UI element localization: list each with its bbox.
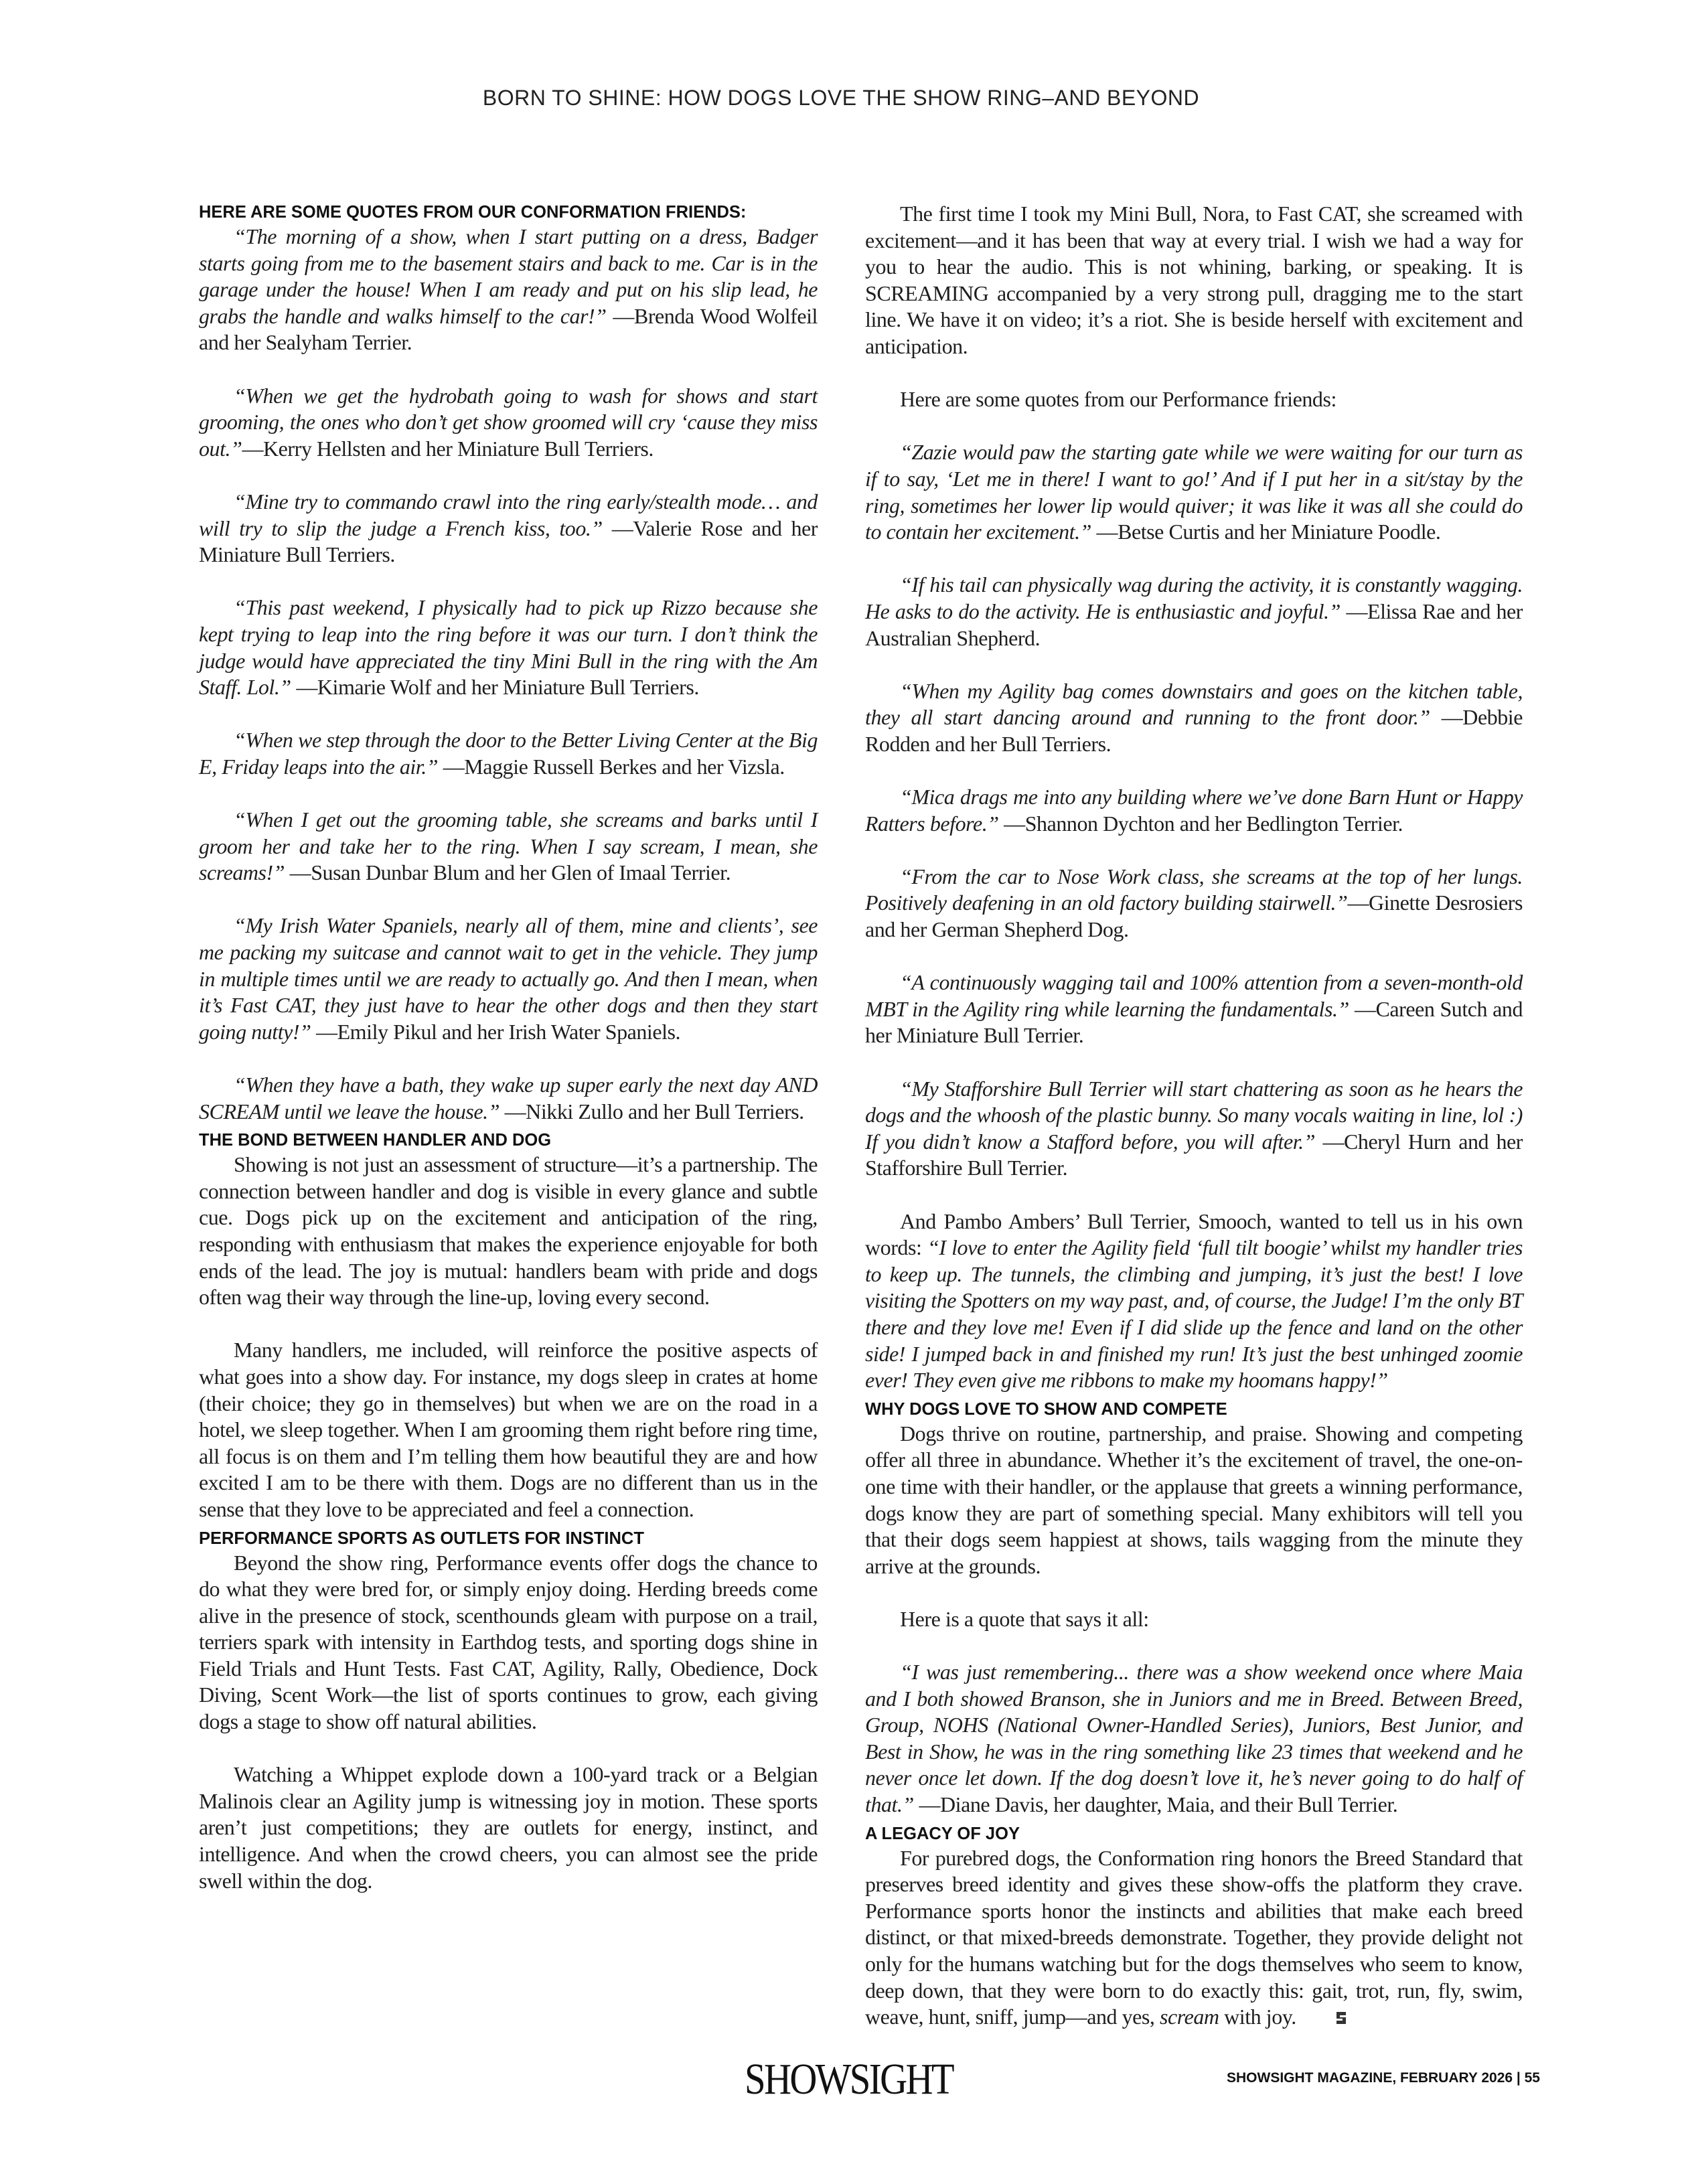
quote-text: “My Stafforshire Bull Terrier will start chattering as soon as he hears the dogs and the whoosh of the plastic bunny. So many vocals waiting in line, lol :) If you didn’t know a Stafford before, you will after.”: [865, 1076, 1523, 1154]
quote-text: “If his tail can physically wag during the activity, it is constantly wagging. He asks to do the activity. He is enthusiastic and joyful.”: [865, 572, 1523, 623]
quote-text: “Mica drags me into any building where we’ve done Barn Hunt or Happy Ratters before.”: [865, 785, 1523, 836]
body-text: Watching a Whippet explode down a 100-yard track or a Belgian Malinois clear an Agility jump is witnessing joy in motion. These sports aren’t just competitions; they are outlets for energy, instinct, and intelligence. And when the crowd cheers, you can almost see the pride swell within the dog.: [199, 1762, 818, 1893]
body-text: Here is a quote that says it all:: [900, 1606, 1149, 1631]
running-head: BORN TO SHINE: HOW DOGS LOVE THE SHOW RING–AND BEYOND: [482, 86, 1200, 110]
section-heading: HERE ARE SOME QUOTES FROM OUR CONFORMATION FRIENDS:: [199, 203, 747, 222]
quote-text: “From the car to Nose Work class, she screams at the top of her lungs. Positively deafening in an old factory building stairwell.”: [865, 864, 1523, 915]
section-heading: PERFORMANCE SPORTS AS OUTLETS FOR INSTINCT: [199, 1529, 644, 1548]
body-text: —Shannon Dychton and her Bedlington Terrier.: [998, 811, 1403, 836]
body-text: —Emily Pikul and her Irish Water Spaniels.: [311, 1019, 681, 1044]
article-paragraph: [865, 439, 1523, 545]
article-paragraph: [199, 224, 818, 356]
article-paragraph: [865, 1208, 1523, 1394]
article-paragraph: [865, 1845, 1523, 2031]
article-paragraph: [865, 864, 1523, 943]
body-text: Many handlers, me included, will reinforce the positive aspects of what goes into a show day. For instance, my dogs sleep in crates at home (their choice; they go in themselves) but when we are on the road in a hotel, we sleep together. When I am grooming them right before ring time, all focus is on them and I’m telling them how beautiful they are and how excited I am to be there with them. Dogs are no different than us in the sense that they love to be appreciated and feel a connection.: [199, 1338, 818, 1521]
showsight-logo: SHOWSIGHT: [745, 2055, 953, 2104]
quote-text: “I was just remembering... there was a show weekend once where Maia and I both showed Branson, she in Juniors and me in Breed. Between Breed, Group, NOHS (National Owner-Handled Series), Juniors, Best Junior, and Best in Show, he was in the ring something like 23 times that weekend and he never once let down. If the dog doesn’t love it, he’s never going to do half of that.”: [865, 1660, 1523, 1817]
quote-text: “When we get the hydrobath going to wash for shows and start grooming, the ones who don’t get show groomed will cry ‘cause they miss out.”: [199, 383, 818, 461]
body-text: Dogs thrive on routine, partnership, and praise. Showing and competing offer all three in abundance. Whether it’s the excitement of travel, the one-on-one time with their handler, or the applause that greets a winning performance, dogs know they are part of something special. Many exhibitors will tell you that their dogs seem happiest at shows, tails wagging from the minute they arrive at the grounds.: [865, 1421, 1523, 1578]
body-text: And Pambo Ambers’ Bull Terrier, Smooch, wanted to tell us in his own words:: [865, 1208, 1523, 1260]
body-text: —Nikki Zullo and her Bull Terriers.: [500, 1099, 804, 1123]
body-text: —Cheryl Hurn and her Stafforshire Bull Terrier.: [865, 1129, 1523, 1180]
article-paragraph: [865, 1421, 1523, 1580]
quote-text: “I love to enter the Agility field ‘full tilt boogie’ whilst my handler tries to keep up. The tunnels, the climbing and jumping, it’s just the best! I love visiting the Spotters on my way past, and, of course, the Judge! I’m the only BT there and they love me! Even if I did slide up the fence and land on the other side! I jumped back in and finished my run! It’s just the best unhinged zoomie ever! They even give me ribbons to make my hoomans happy!”: [865, 1235, 1523, 1393]
article-paragraph: [199, 1337, 818, 1523]
body-text: —Maggie Russell Berkes and her Vizsla.: [438, 754, 785, 779]
body-text: —Susan Dunbar Blum and her Glen of Imaal Terrier.: [285, 860, 731, 885]
article-paragraph: [199, 1550, 818, 1735]
body-text: —Valerie Rose and her Miniature Bull Terriers.: [199, 516, 818, 567]
article-paragraph: [865, 1659, 1523, 1818]
quote-text: “Zazie would paw the starting gate while we were waiting for our turn as if to say, ‘Let me in there! I want to go!’ And if I put her in a sit/stay by the ring, sometimes her lower lip would quiver; it was like it was all she could do to contain her excitement.”: [865, 440, 1523, 544]
quote-text: “This past weekend, I physically had to pick up Rizzo because she kept trying to leap into the ring before it was our turn. I don’t think the judge would have appreciated the tiny Mini Bull in the ring with the Am Staff. Lol.”: [199, 595, 818, 700]
body-text: —Kimarie Wolf and her Miniature Bull Terriers.: [291, 675, 699, 700]
article-paragraph: [865, 969, 1523, 1049]
body-text: —Brenda Wood Wolfeil and her Sealyham Terrier.: [199, 303, 818, 355]
section-heading: WHY DOGS LOVE TO SHOW AND COMPETE: [865, 1399, 1227, 1419]
article-paragraph: [199, 383, 818, 463]
quote-text: “Mine try to commando crawl into the ring early/stealth mode… and will try to slip the judge a French kiss, too.”: [199, 489, 818, 540]
article-paragraph: [865, 572, 1523, 651]
quote-text: “When we step through the door to the Better Living Center at the Big E, Friday leaps into the air.”: [199, 728, 818, 779]
article-paragraph: [199, 1152, 818, 1311]
body-text: Showing is not just an assessment of structure—it’s a partnership. The connection between handler and dog is visible in every glance and subtle cue. Dogs pick up on the excitement and anticipation of the ring, responding with enthusiasm that makes the experience enjoyable for both ends of the lead. The joy is mutual: handlers beam with pride and dogs often wag their way through the line-up, loving every second.: [199, 1152, 818, 1310]
article-paragraph: [865, 201, 1523, 360]
quote-text: “My Irish Water Spaniels, nearly all of them, mine and clients’, see me packing my suitcase and cannot wait to get in the vehicle. They jump in multiple times until we are ready to actually go. And then I mean, when it’s Fast CAT, they just have to hear the other dogs and then they start going nutty!”: [199, 913, 818, 1044]
body-text: The first time I took my Mini Bull, Nora, to Fast CAT, she screamed with excitement—and it has been that way at every trial. I wish we had a way for you to hear the audio. This is not whining, barking, or speaking. It is SCREAMING accompanied by a very strong pull, dragging me to the start line. We have it on video; it’s a riot. She is beside herself with excitement and anticipation.: [865, 202, 1523, 358]
body-text: —Diane Davis, her daughter, Maia, and their Bull Terrier.: [913, 1792, 1398, 1817]
body-text: —Betse Curtis and her Miniature Poodle.: [1091, 520, 1441, 544]
quote-text: “When I get out the grooming table, she screams and barks until I groom her and take her to the ring. When I say scream, I mean, she screams!”: [199, 807, 818, 885]
quote-text: “When they have a bath, they wake up super early the next day AND SCREAM until we leave the house.”: [199, 1073, 818, 1123]
article-column-left: [199, 201, 818, 1921]
quote-text: scream: [1160, 2005, 1219, 2029]
body-text: —Ginette Desrosiers and her German Shepherd Dog.: [865, 890, 1523, 942]
article-paragraph: [199, 913, 818, 1045]
body-text: —Elissa Rae and her Australian Shepherd.: [865, 599, 1523, 650]
quote-text: “When my Agility bag comes downstairs and goes on the kitchen table, they all start dancing around and running to the front door.”: [865, 678, 1523, 730]
article-paragraph: [199, 727, 818, 780]
body-text: —Kerry Hellsten and her Miniature Bull Terriers.: [242, 436, 654, 461]
section-heading: THE BOND BETWEEN HANDLER AND DOG: [199, 1131, 552, 1150]
article-paragraph: [199, 489, 818, 568]
article-paragraph: [199, 807, 818, 886]
article-paragraph: [865, 1606, 1523, 1633]
article-paragraph: [199, 1072, 818, 1125]
article-paragraph: [865, 678, 1523, 758]
section-heading: A LEGACY OF JOY: [865, 1824, 1020, 1843]
body-text: —Debbie Rodden and her Bull Terriers.: [865, 705, 1523, 756]
quote-text: “The morning of a show, when I start putting on a dress, Badger starts going from me to the basement stairs and back to me. Car is in the garage under the house! When I am ready and put on his slip lead, he grabs the handle and walks himself to the car!”: [199, 224, 818, 328]
article-paragraph: [865, 1076, 1523, 1182]
body-text: Beyond the show ring, Performance events offer dogs the chance to do what they were bred for, or simply enjoy doing. Herding breeds come alive in the presence of stock, scenthounds gleam with purpose on a trail, terriers spark with intensity in Earthdog tests, and sporting dogs shine in Field Trials and Hunt Tests. Fast CAT, Agility, Rally, Obedience, Dock Diving, Scent Work—the list of sports continues to grow, each giving dogs a stage to show off natural abilities.: [199, 1550, 818, 1734]
end-mark-icon: [1299, 2007, 1315, 2024]
article-paragraph: [865, 386, 1523, 413]
article-paragraph: [865, 784, 1523, 837]
article-paragraph: [199, 595, 818, 700]
article-column-right: [865, 201, 1523, 2057]
page-folio: SHOWSIGHT MAGAZINE, FEBRUARY 2026 | 55: [1227, 2070, 1540, 2086]
body-text: —Careen Sutch and her Miniature Bull Terrier.: [865, 996, 1523, 1048]
body-text: Here are some quotes from our Performance friends:: [900, 387, 1336, 412]
article-paragraph: [199, 1762, 818, 1894]
body-text: with joy.: [1219, 2005, 1296, 2029]
body-text: For purebred dogs, the Conformation ring honors the Breed Standard that preserves breed identity and gives these show-offs the platform they crave. Performance sports honor the instincts and abilities that make each breed distinct, or that mixed-breeds demonstrate. Together, they provide delight not only for the humans watching but for the dogs themselves who seem to know, deep down, that they were born to do exactly this: gait, trot, run, fly, swim, weave, hunt, sniff, jump—and yes,: [865, 1845, 1523, 2029]
quote-text: “A continuously wagging tail and 100% attention from a seven-month-old MBT in the Agility ring while learning the fundamentals.”: [865, 970, 1523, 1021]
